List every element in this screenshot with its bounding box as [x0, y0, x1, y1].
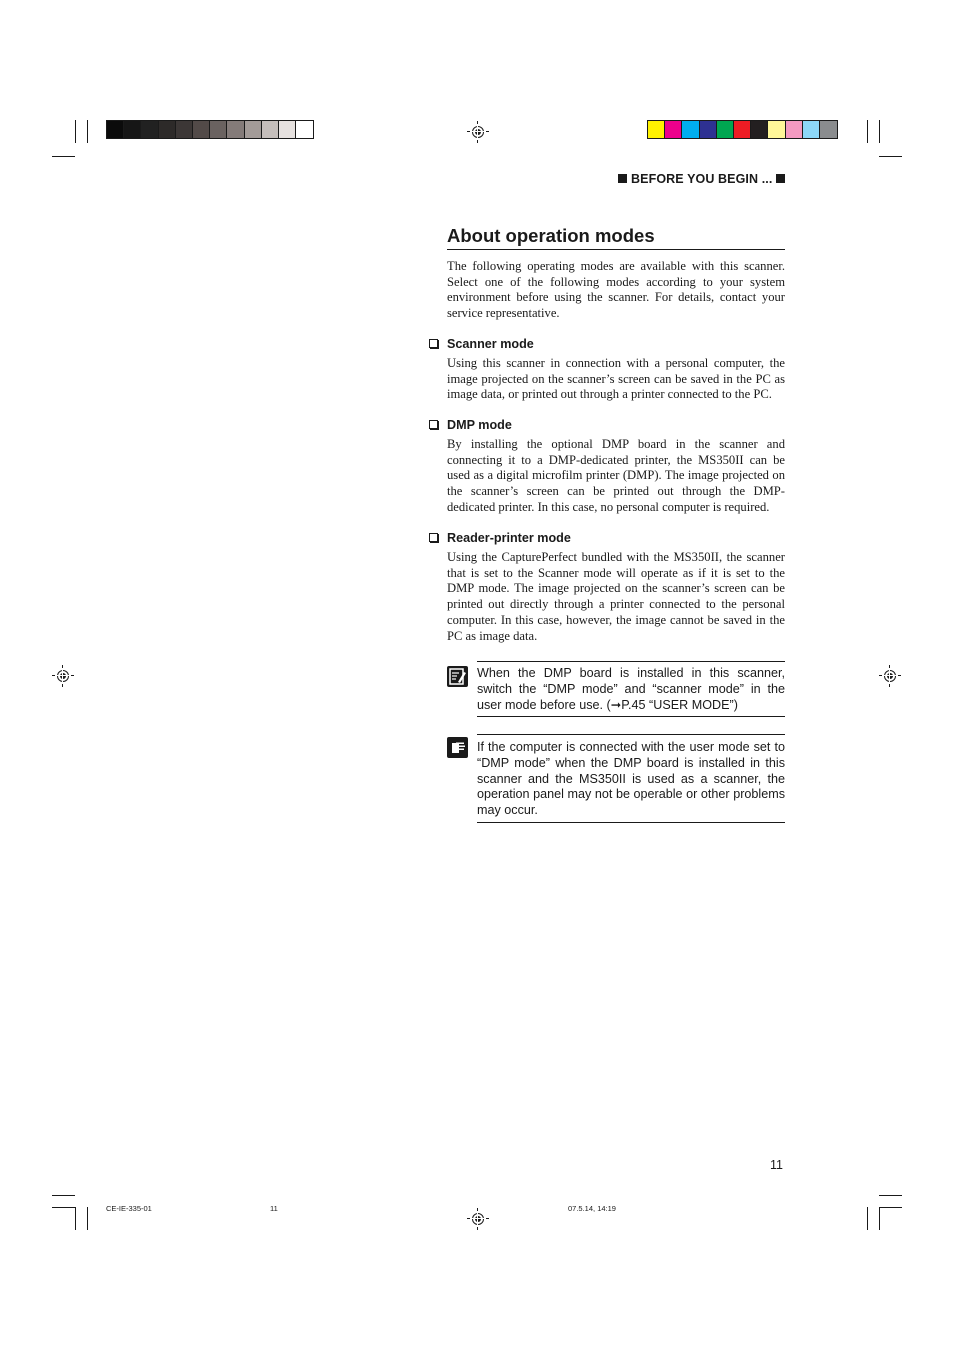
color-swatch [786, 121, 803, 138]
color-swatch [820, 121, 837, 138]
color-swatch [159, 121, 176, 138]
color-swatch [803, 121, 820, 138]
color-swatch [193, 121, 210, 138]
color-swatch [768, 121, 785, 138]
subheading-text: DMP mode [447, 418, 512, 432]
subheading-text: Reader-printer mode [447, 531, 571, 545]
color-swatch [751, 121, 768, 138]
color-swatch [245, 121, 262, 138]
footer-page: 11 [270, 1204, 278, 1213]
gray-scale-bar [106, 120, 314, 139]
checkbox-bullet-icon [429, 420, 438, 429]
color-swatch [124, 121, 141, 138]
registration-target-icon [467, 1208, 489, 1230]
color-swatch [279, 121, 296, 138]
section-header-text: BEFORE YOU BEGIN ... [631, 172, 773, 186]
color-swatch [734, 121, 751, 138]
color-swatch [665, 121, 682, 138]
memo-icon [447, 666, 468, 687]
checkbox-bullet-icon [429, 339, 438, 348]
caution-hand-icon [447, 737, 468, 758]
subheading-scanner-mode [429, 337, 534, 351]
color-swatch [210, 121, 227, 138]
section-header [618, 172, 785, 186]
registration-target-icon [879, 665, 901, 687]
subheading-dmp-mode [429, 418, 512, 432]
square-bullet-icon [776, 174, 785, 183]
footer-timestamp: 07.5.14, 14:19 [568, 1204, 616, 1213]
note-box: When the DMP board is installed in this scanner, switch the “DMP mode” and “scanner mode” in the user mode before use. (➞P.45 “USER MODE”) [477, 661, 785, 717]
subheading-text: Scanner mode [447, 337, 534, 351]
color-swatch [262, 121, 279, 138]
color-swatch [107, 121, 124, 138]
color-swatch [176, 121, 193, 138]
dmp-mode-paragraph: By installing the optional DMP board in the scanner and connecting it to a DMP-dedicated printer, the MS350II can be used as a digital microfilm printer (DMP). The image projected on the scanner’s screen can be printed out through the DMP-dedicated printer. In this case, no personal computer is required. [447, 437, 785, 514]
reader-printer-mode-paragraph: Using the CapturePerfect bundled with the MS350II, the scanner that is set to the Scanner mode will operate as if it is set to the DMP mode. The image projected on the scanner’s screen can be printed out directly through a printer connected to the personal computer. In this case, however, the image cannot be saved in the PC as image data. [447, 550, 785, 643]
color-calibration-bar [647, 120, 838, 139]
registration-target-icon [467, 121, 489, 143]
color-swatch [700, 121, 717, 138]
color-swatch [648, 121, 665, 138]
square-bullet-icon [618, 174, 627, 183]
caution-box: If the computer is connected with the user mode set to “DMP mode” when the DMP board is installed in this scanner and the MS350II is used as a scanner, the operation panel may not be operable or other problems may occur. [477, 734, 785, 823]
subheading-reader-printer-mode [429, 531, 571, 545]
color-swatch [682, 121, 699, 138]
color-swatch [296, 121, 313, 138]
page-title: About operation modes [447, 224, 785, 250]
checkbox-bullet-icon [429, 533, 438, 542]
color-swatch [141, 121, 158, 138]
footer-doc-code: CE-IE-335-01 [106, 1204, 152, 1213]
color-swatch [227, 121, 244, 138]
page-number: 11 [770, 1158, 783, 1172]
intro-paragraph: The following operating modes are available with this scanner. Select one of the following modes according to your system environment before using the scanner. For details, contact your service representative. [447, 259, 785, 321]
registration-target-icon [52, 665, 74, 687]
color-swatch [717, 121, 734, 138]
scanner-mode-paragraph: Using this scanner in connection with a personal computer, the image projected on the scanner’s screen can be saved in the PC as image data, or printed out through a printer connected to the PC. [447, 356, 785, 402]
